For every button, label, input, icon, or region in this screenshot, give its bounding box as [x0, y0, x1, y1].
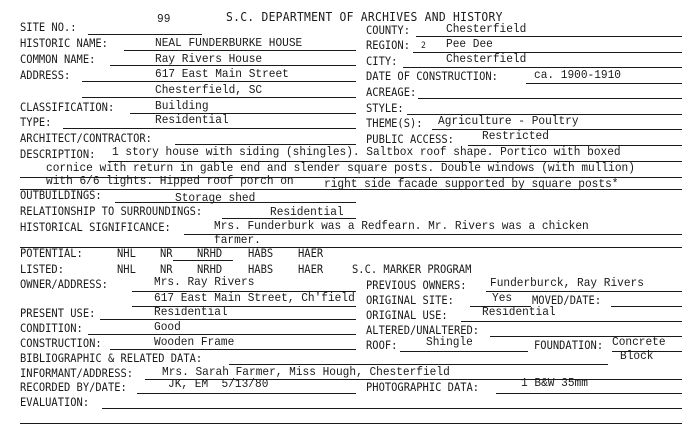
moved-date-label: MOVED/DATE: — [532, 293, 602, 307]
previous-owners-line — [486, 291, 682, 292]
foundation-value-line1: Concrete — [612, 335, 666, 349]
potential-nrhd-underline — [197, 260, 233, 261]
construction-line — [110, 349, 356, 350]
type-value: Residential — [155, 113, 229, 127]
type-label: TYPE: — [20, 115, 52, 129]
city-label: CITY: — [366, 54, 398, 68]
potential-haer: HAER — [298, 246, 324, 260]
description-line1-value: 1 story house with siding (shingles). Saltbox roof shape. Portico with boxed — [112, 145, 621, 159]
construction-label: CONSTRUCTION: — [20, 336, 102, 350]
architect-label: ARCHITECT/CONTRACTOR: — [20, 131, 152, 145]
region-value: Pee Dee — [446, 37, 493, 51]
recorded-by-value: JK, EM 5/13/80 — [168, 377, 269, 391]
style-label: STYLE: — [366, 101, 404, 115]
theme-label: THEME(S): — [366, 116, 423, 130]
evaluation-label: EVALUATION: — [20, 395, 90, 409]
roof-line — [400, 351, 528, 352]
owner-address-label: OWNER/ADDRESS: — [20, 277, 108, 291]
common-name-label: COMMON NAME: — [20, 52, 96, 66]
public-access-label: PUBLIC ACCESS: — [366, 132, 454, 146]
county-label: COUNTY: — [366, 23, 410, 37]
listed-haer: HAER — [298, 262, 324, 276]
relationship-label: RELATIONSHIP TO SURROUNDINGS: — [20, 204, 203, 218]
county-value: Chesterfield — [446, 22, 527, 36]
previous-owners-value: Funderburck, Ray Rivers — [490, 276, 644, 290]
address-line-2 — [82, 97, 356, 98]
bibliographic-label: BIBLIOGRAPHIC & RELATED DATA: — [20, 351, 203, 365]
description-line2-value: cornice with return in gable end and slender square posts. Double windows (with mullion) — [46, 161, 635, 175]
classification-label: CLASSIFICATION: — [20, 100, 115, 114]
classification-value: Building — [155, 99, 209, 113]
listed-nhl: NHL — [117, 262, 136, 276]
original-site-label: ORIGINAL SITE: — [366, 293, 454, 307]
present-use-line — [100, 319, 356, 320]
form-title: S.C. DEPARTMENT OF ARCHIVES AND HISTORY — [226, 9, 503, 24]
public-access-value: Restricted — [482, 129, 549, 143]
significance-label: HISTORICAL SIGNIFICANCE: — [20, 220, 171, 234]
description-line3-value: with 6/6 lights. Hipped roof porch on — [46, 174, 294, 188]
relationship-value: Residential — [270, 205, 344, 219]
address-label: ADDRESS: — [20, 68, 71, 82]
original-use-value: Residential — [482, 305, 556, 319]
outbuildings-value: Storage shed — [175, 191, 256, 205]
acreage-label: ACREAGE: — [366, 85, 417, 99]
address-line2-value: Chesterfield, SC — [155, 83, 263, 97]
significance-line1-value: Mrs. Funderburk was a Redfearn. Mr. Rivers was a chicken — [214, 219, 589, 233]
foundation-value-line2: Block — [620, 349, 654, 363]
construction-value: Wooden Frame — [154, 335, 235, 349]
historic-name-label: HISTORIC NAME: — [20, 36, 108, 50]
present-use-value: Residential — [154, 305, 228, 319]
listed-label: LISTED: — [20, 262, 64, 276]
description-label: DESCRIPTION: — [20, 147, 96, 161]
listed-habs: HABS — [248, 262, 274, 276]
owner-address-value: 617 East Main Street, Ch'field — [154, 291, 355, 305]
informant-label: INFORMANT/ADDRESS: — [20, 366, 134, 380]
altered-label: ALTERED/UNALTERED: — [366, 323, 480, 337]
original-use-line — [461, 321, 682, 322]
significance-line2-value: farmer. — [214, 233, 261, 247]
site-no-label: SITE NO.: — [20, 20, 77, 34]
type-line — [63, 128, 356, 129]
common-name-value: Ray Rivers House — [155, 52, 263, 66]
site-no-value: 99 — [157, 12, 171, 26]
address-line1-value: 617 East Main Street — [155, 67, 289, 81]
listed-nr: NR — [160, 262, 173, 276]
original-use-label: ORIGINAL USE: — [366, 308, 448, 322]
potential-habs: HABS — [248, 246, 274, 260]
date-of-construction-label: DATE OF CONSTRUCTION: — [366, 69, 498, 83]
site-no-line — [88, 34, 202, 35]
theme-line — [432, 129, 682, 130]
moved-date-line — [611, 306, 682, 307]
photographic-value: 1 B&W 35mm — [521, 376, 588, 390]
potential-label: POTENTIAL: — [20, 246, 83, 260]
previous-owners-label: PREVIOUS OWNERS: — [366, 278, 467, 292]
description-line3b-value: right side facade supported by square posts* — [324, 177, 619, 191]
date-of-construction-line — [526, 83, 682, 84]
condition-value: Good — [154, 320, 181, 334]
original-site-value: Yes — [492, 291, 513, 305]
listed-nrhd: NRHD — [197, 262, 223, 276]
present-use-label: PRESENT USE: — [20, 306, 96, 320]
theme-value: Agriculture - Poultry — [438, 114, 579, 128]
roof-value: Shingle — [426, 335, 473, 349]
marker-program-label: S.C. MARKER PROGRAM — [352, 262, 472, 276]
roof-label: ROOF: — [366, 338, 398, 352]
outbuildings-label: OUTBUILDINGS: — [20, 188, 102, 202]
region-code: 2 — [421, 41, 426, 51]
condition-label: CONDITION: — [20, 321, 83, 335]
informant-value: Mrs. Sarah Farmer, Miss Hough, Chesterfield — [162, 365, 450, 379]
potential-nr: NR — [160, 246, 173, 260]
address-line-1 — [82, 81, 356, 82]
recorded-by-line — [137, 393, 356, 394]
city-value: Chesterfield — [446, 52, 527, 66]
foundation-label: FOUNDATION: — [534, 338, 604, 352]
photographic-line — [496, 393, 682, 394]
potential-nrhd: NRHD — [197, 246, 223, 260]
historic-name-value: NEAL FUNDERBURKE HOUSE — [155, 36, 303, 50]
evaluation-line-1 — [102, 408, 682, 409]
recorded-by-label: RECORDED BY/DATE: — [20, 380, 127, 394]
potential-nr-underline — [173, 260, 197, 261]
photographic-label: PHOTOGRAPHIC DATA: — [366, 380, 480, 394]
acreage-line — [418, 98, 682, 99]
date-of-construction-value: ca. 1900-1910 — [534, 68, 622, 82]
region-label: REGION: — [366, 38, 410, 52]
evaluation-line-2 — [20, 423, 682, 424]
historic-name-line — [124, 50, 356, 51]
potential-nhl: NHL — [117, 246, 136, 260]
owner-name-value: Mrs. Ray Rivers — [154, 275, 255, 289]
